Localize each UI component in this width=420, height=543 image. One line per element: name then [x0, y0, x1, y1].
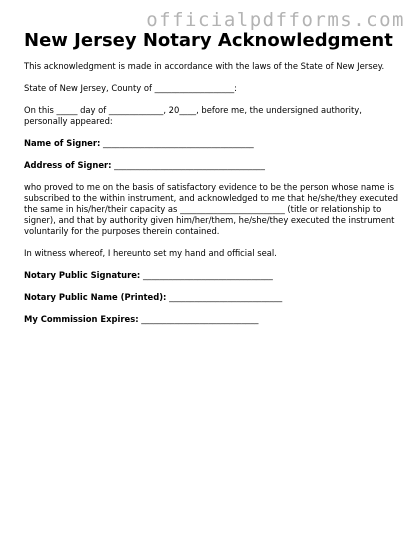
notary-name-label: Notary Public Name (Printed):: [24, 292, 167, 302]
document-title: New Jersey Notary Acknowledgment: [24, 30, 393, 51]
signer-address-blank: ____________________________________: [111, 160, 265, 170]
date-line: On this _____ day of _____________, 20____, before me, the undersigned authority, personally appeared:: [24, 105, 362, 126]
document-body: [24, 30, 400, 336]
signer-address-field: [24, 160, 400, 171]
notary-name-field: [24, 292, 400, 303]
commission-expires-blank: ____________________________: [138, 314, 259, 324]
watermark-text: officialpdfforms.com: [146, 9, 405, 31]
signer-name-blank: ____________________________________: [100, 138, 254, 148]
signer-name-label: Name of Signer:: [24, 138, 101, 148]
witness-paragraph: In witness whereof, I hereunto set my hand and official seal.: [24, 248, 277, 258]
signer-name-field: [24, 138, 400, 149]
intro-paragraph: This acknowledgment is made in accordance with the laws of the State of New Jersey.: [24, 61, 385, 71]
commission-expires-field: [24, 314, 400, 325]
notary-name-blank: ___________________________: [166, 292, 283, 302]
notary-signature-field: [24, 270, 400, 281]
state-county-line: State of New Jersey, County of ___________________:: [24, 83, 237, 93]
commission-expires-label: My Commission Expires:: [24, 314, 139, 324]
notary-signature-label: Notary Public Signature:: [24, 270, 141, 280]
signer-address-label: Address of Signer:: [24, 160, 112, 170]
proof-paragraph: who proved to me on the basis of satisfactory evidence to be the person whose name is subscribed to the within instrument, and acknowledged to me that he/she/they executed the same in his/her/their capacity as _________________________ (title or relationship to signer), and that by authority given him/her/them, he/she/they executed the instrument voluntarily for the purposes therein contained.: [24, 182, 399, 236]
notary-signature-blank: _______________________________: [140, 270, 273, 280]
